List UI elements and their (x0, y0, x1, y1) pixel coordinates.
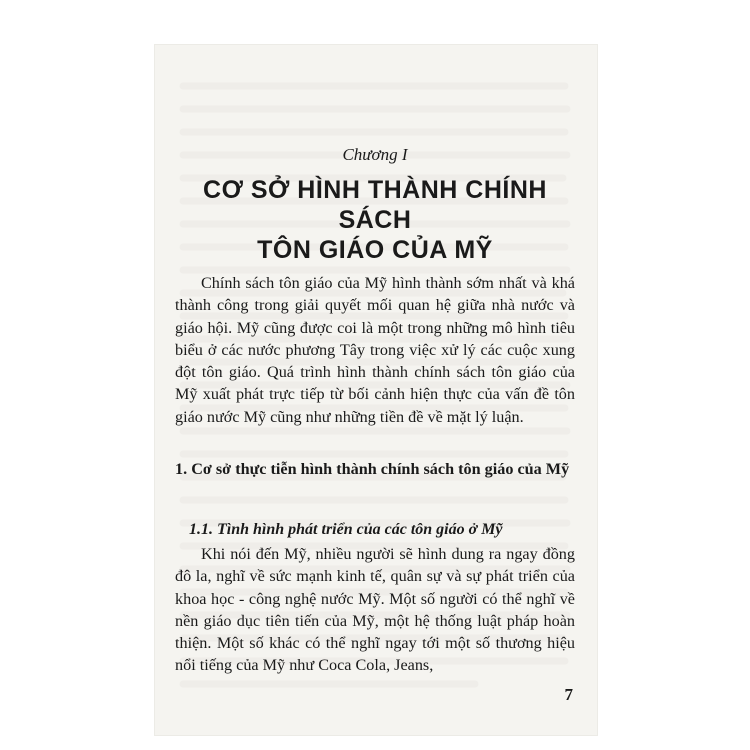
chapter-title (175, 175, 575, 265)
chapter-title-line-2: TÔN GIÁO CỦA MỸ (257, 236, 493, 264)
chapter-title-line-1: CƠ SỞ HÌNH THÀNH CHÍNH SÁCH (203, 176, 547, 234)
body-paragraph: Khi nói đến Mỹ, nhiều người sẽ hình dung ra ngay đồng đô la, nghĩ về sức mạnh kinh tế, quân sự và sự phát triển của khoa học - công nghệ nước Mỹ. Một số người có thể nghĩ về nền giáo dục tiên tiến của Mỹ, một hệ thống luật pháp hoàn thiện. Một số khác có thể nghĩ ngay tới một số thương hiệu nổi tiếng của Mỹ như Coca Cola, Jeans, (175, 545, 575, 675)
section-heading: 1. Cơ sở thực tiễn hình thành chính sách tôn giáo của Mỹ (175, 460, 570, 478)
book-page (155, 45, 597, 735)
subsection-heading: 1.1. Tình hình phát triển của các tôn giáo ở Mỹ (189, 521, 503, 538)
page-number: 7 (564, 685, 573, 704)
chapter-label: Chương I (342, 145, 408, 164)
intro-paragraph: Chính sách tôn giáo của Mỹ hình thành sớm nhất và khá thành công trong giải quyết mối quan hệ giữa nhà nước và giáo hội. Mỹ cũng được coi là một trong những mô hình tiêu biểu ở các nước phương Tây trong việc xử lý các cuộc xung đột tôn giáo. Quá trình hình thành chính sách tôn giáo của Mỹ xuất phát trực tiếp từ bối cảnh hiện thực của vấn đề tôn giáo nước Mỹ cũng như những tiền đề về mặt lý luận. (175, 274, 575, 426)
